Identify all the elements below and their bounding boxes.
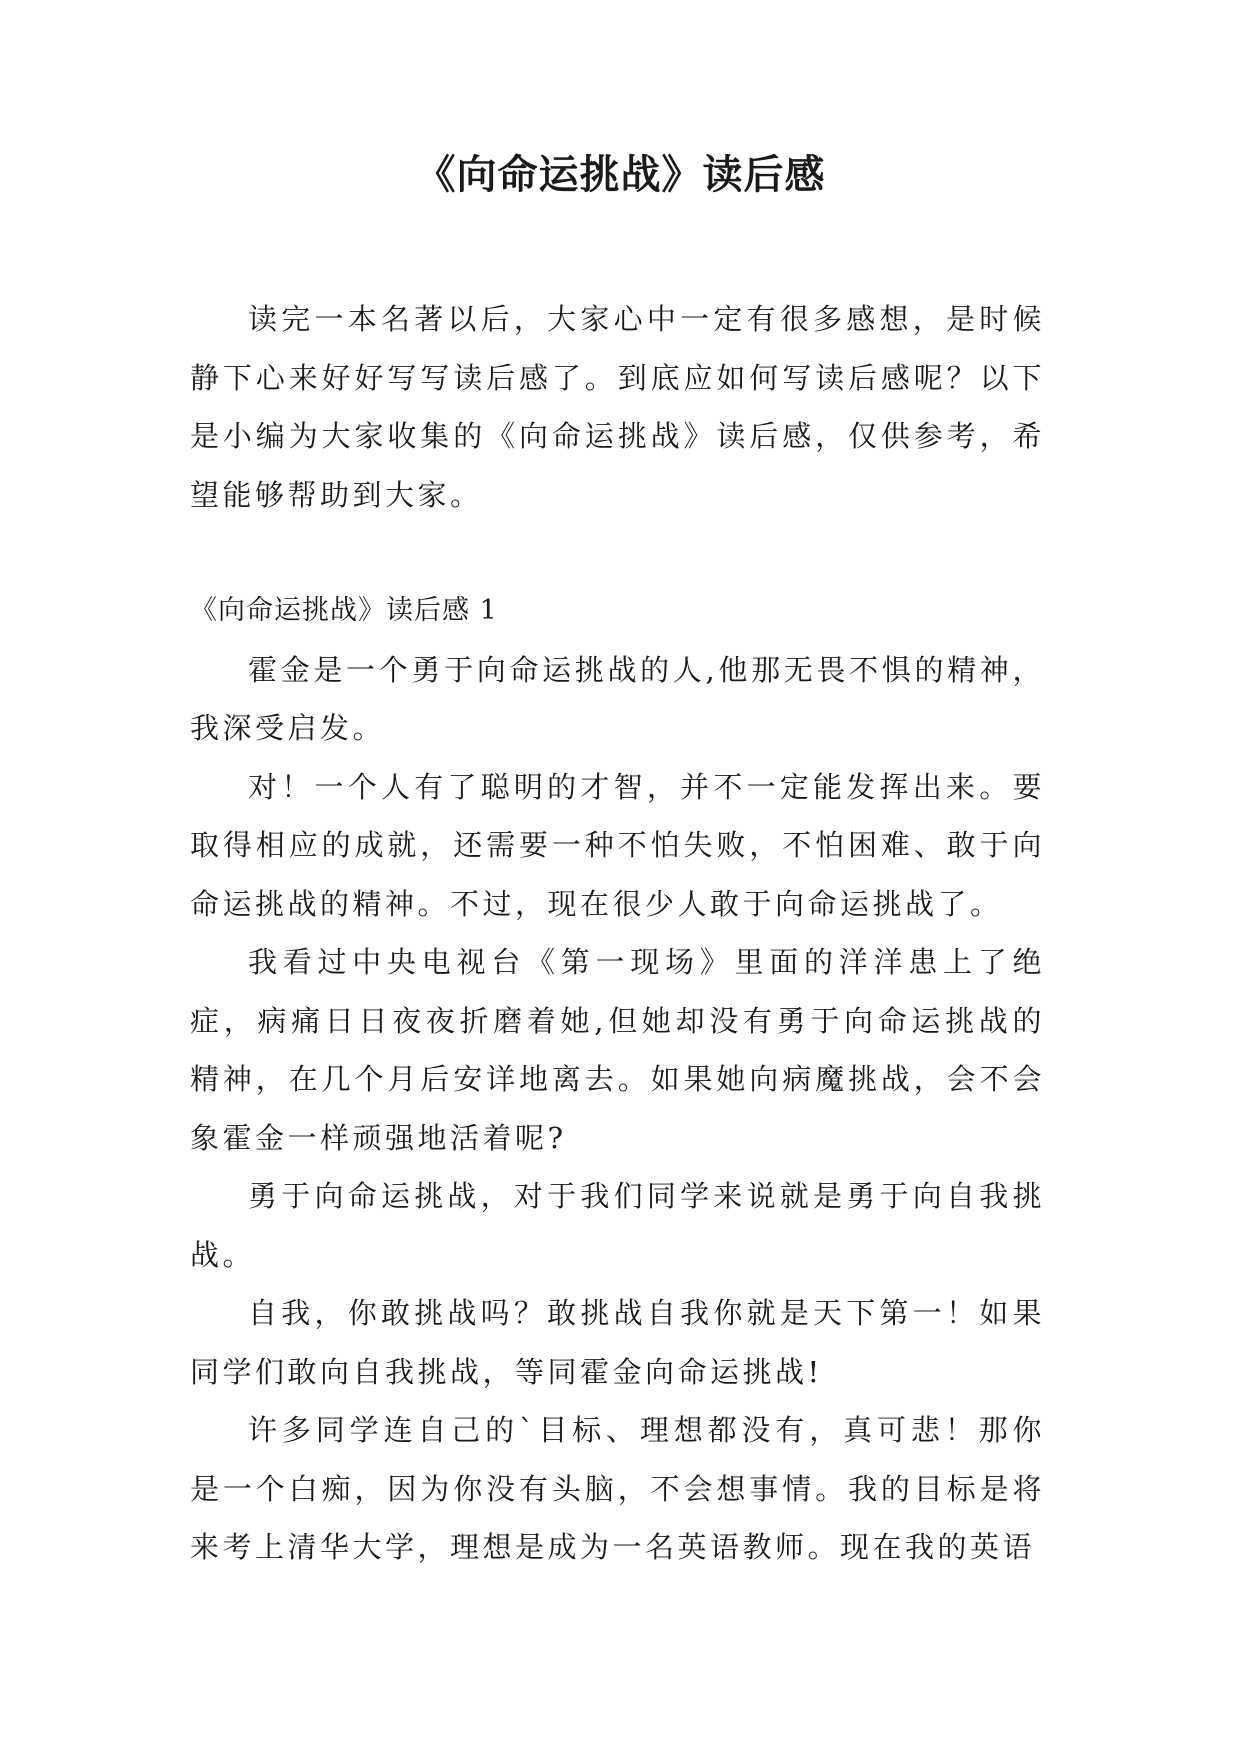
body-paragraph-3: 我看过中央电视台《第一现场》里面的洋洋患上了绝症，病痛日日夜夜折磨着她,但她却没有勇于向命运挑战的精神，在几个月后安详地离去。如果她向病魔挑战，会不会象霍金一样顽强地活着呢? bbox=[190, 945, 1045, 1155]
body-paragraph-1: 霍金是一个勇于向命运挑战的人,他那无畏不惧的精神，我深受启发。 bbox=[190, 652, 1045, 745]
body-paragraph-6: 许多同学连自己的`目标、理想都没有，真可悲！那你是一个白痴，因为你没有头脑，不会想事情。我的目标是将来考上清华大学，理想是成为一名英语教师。现在我的英语 bbox=[190, 1413, 1045, 1564]
document-title: 《向命运挑战》读后感 bbox=[415, 152, 826, 198]
body-paragraph-5: 自我，你敢挑战吗？敢挑战自我你就是天下第一！如果同学们敢向自我挑战，等同霍金向命运挑战! bbox=[190, 1296, 1045, 1389]
body-paragraph-2: 对！一个人有了聪明的才智，并不一定能发挥出来。要取得相应的成就，还需要一种不怕失败，不怕困难、敢于向命运挑战的精神。不过，现在很少人敢于向命运挑战了。 bbox=[190, 769, 1045, 921]
body-paragraph-4: 勇于向命运挑战，对于我们同学来说就是勇于向自我挑战。 bbox=[190, 1179, 1045, 1272]
intro-paragraph: 读完一本名著以后，大家心中一定有很多感想，是时候静下心来好好写写读后感了。到底应如何写读后感呢？以下是小编为大家收集的《向命运挑战》读后感，仅供参考，希望能够帮助到大家。 bbox=[190, 302, 1045, 512]
document-body bbox=[190, 290, 1045, 1577]
section-heading: 《向命运挑战》读后感 1 bbox=[190, 595, 498, 626]
